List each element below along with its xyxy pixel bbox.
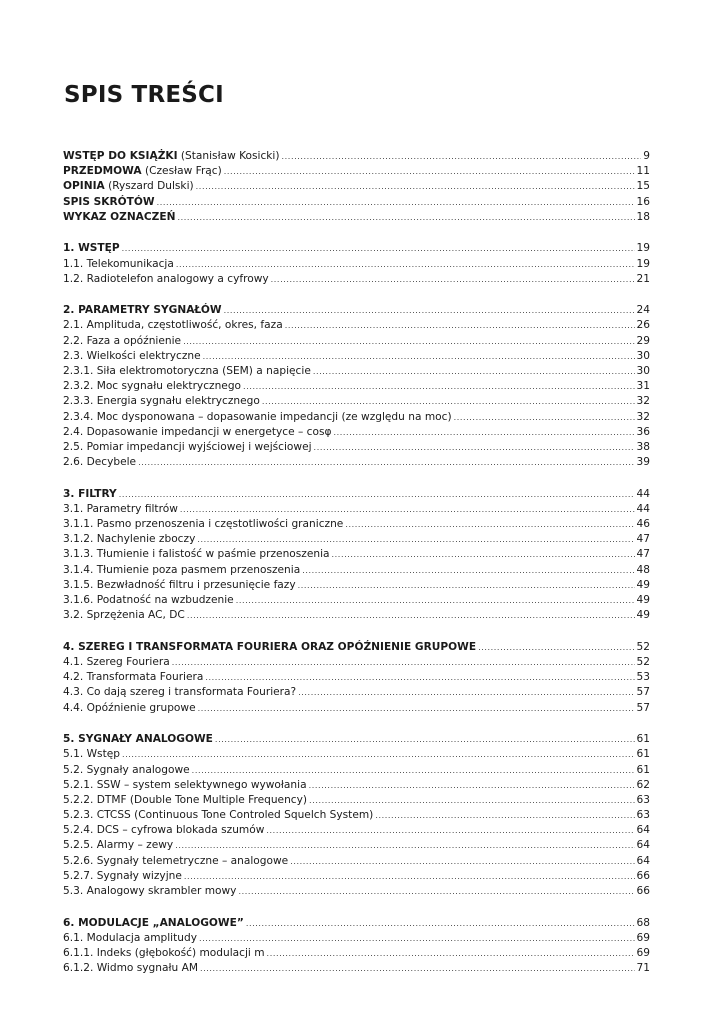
toc-page-number: 49 <box>636 594 650 607</box>
toc-entry <box>63 410 650 425</box>
toc-entry <box>63 563 650 578</box>
toc-entry-title <box>63 334 181 349</box>
toc-entry-title <box>63 793 307 808</box>
toc-entry <box>63 318 650 333</box>
toc-entry <box>63 532 650 547</box>
toc-section <box>63 916 650 977</box>
toc-entry-title <box>63 195 155 210</box>
dot-leader <box>122 241 635 256</box>
toc-section <box>63 487 650 624</box>
toc-entry-title <box>63 241 120 256</box>
toc-entry-text: 3.1.1. Pasmo przenoszenia i częstotliwości graniczne <box>63 518 344 531</box>
toc-entry-text: 4.2. Transformata Fouriera <box>63 671 204 684</box>
dot-leader <box>298 578 635 593</box>
toc-page-number: 46 <box>636 518 650 531</box>
dot-leader <box>119 487 635 502</box>
toc-entry-title <box>63 379 241 394</box>
dot-leader <box>205 670 634 685</box>
toc-entry-title <box>63 670 203 685</box>
toc-entry-title <box>63 349 201 364</box>
toc-entry-title <box>63 149 280 164</box>
toc-entry-title <box>63 808 373 823</box>
toc-entry <box>63 272 650 287</box>
toc-entry <box>63 394 650 409</box>
toc-entry <box>63 440 650 455</box>
toc-entry-title <box>63 655 170 670</box>
toc-entry <box>63 164 650 179</box>
toc-entry <box>63 608 650 623</box>
toc-entry-text: 5.2.2. DTMF (Double Tone Multiple Frequency) <box>63 793 308 806</box>
toc-entry-heading: 6. MODULACJE „ANALOGOWE” <box>63 916 244 929</box>
dot-leader <box>236 593 635 608</box>
toc-page-number: 52 <box>636 656 650 668</box>
dot-leader <box>157 195 635 210</box>
toc-entry-title <box>63 517 343 532</box>
dot-leader <box>454 410 635 425</box>
dot-leader <box>180 502 635 517</box>
toc-entry-heading: PRZEDMOWA <box>63 165 142 178</box>
toc-page-number: 21 <box>636 272 650 285</box>
toc-page-number: 30 <box>636 349 650 362</box>
toc-page-number: 24 <box>636 304 650 317</box>
toc-entry-heading: 2. PARAMETRY SYGNAŁÓW <box>63 304 222 317</box>
toc-entry <box>63 640 650 655</box>
toc-entry-title <box>63 916 244 931</box>
toc-entry <box>63 364 650 379</box>
toc-entry-title <box>63 487 117 502</box>
dot-leader <box>200 961 635 976</box>
dot-leader <box>175 838 634 853</box>
toc-entry-text: 2.3.1. Siła elektromotoryczna (SEM) a napięcie <box>63 365 311 378</box>
dot-leader <box>262 394 635 409</box>
dot-leader <box>197 532 634 547</box>
toc-entry-title <box>63 685 296 700</box>
dot-leader <box>271 272 635 287</box>
toc-entry-title <box>63 440 312 455</box>
dot-leader <box>238 884 634 899</box>
toc-page-number: 49 <box>636 609 650 622</box>
toc-entry <box>63 884 650 899</box>
toc-entry-title <box>63 778 307 793</box>
toc-entry-title <box>63 394 260 409</box>
toc-entry-text: 5.2.5. Alarmy – zewy <box>63 839 174 852</box>
toc-section <box>63 640 650 716</box>
toc-entry-title <box>63 364 311 379</box>
dot-leader <box>172 655 635 670</box>
dot-leader <box>224 303 635 318</box>
dot-leader <box>345 517 634 532</box>
toc-entry-text: 2.3.2. Moc sygnału elektrycznego <box>63 380 242 393</box>
dot-leader <box>187 608 635 623</box>
toc-entry-text: 3.1.2. Nachylenie zboczy <box>63 533 196 546</box>
toc-entry-title <box>63 732 213 747</box>
toc-entry-text: (Czesław Frąc) <box>141 165 222 178</box>
dot-leader <box>203 349 635 364</box>
dot-leader <box>199 931 635 946</box>
dot-leader <box>246 916 635 931</box>
toc-entry-text: 3.1. Parametry filtrów <box>63 502 178 515</box>
toc-entry <box>63 778 650 793</box>
toc-entry-title <box>63 563 300 578</box>
dot-leader <box>224 164 635 179</box>
toc-entry <box>63 655 650 670</box>
toc-page-number: 63 <box>636 793 650 806</box>
toc-page-number: 66 <box>636 869 650 882</box>
toc-entry-text: 2.4. Dopasowanie impedancji w energetyce – cosφ <box>63 425 332 438</box>
toc-entry <box>63 808 650 823</box>
toc-entry-text: 6.1. Modulacja amplitudy <box>63 931 197 944</box>
toc-entry-title <box>63 701 196 716</box>
toc-entry-text: 2.2. Faza a opóźnienie <box>63 334 182 347</box>
toc-entry-title <box>63 931 197 946</box>
dot-leader <box>309 778 635 793</box>
toc-entry <box>63 502 650 517</box>
toc-entry-title <box>63 823 264 838</box>
toc-entry <box>63 823 650 838</box>
toc-page-number: 19 <box>636 257 650 270</box>
dot-leader <box>285 318 635 333</box>
dot-leader <box>192 763 635 778</box>
dot-leader <box>196 179 635 194</box>
toc-page-number: 57 <box>636 701 650 714</box>
toc-entry-text: 5.2. Sygnały analogowe <box>63 763 190 776</box>
toc-entry-text: 6.1.1. Indeks (głębokość) modulacji m <box>63 946 265 959</box>
toc-entry-title <box>63 608 185 623</box>
dot-leader <box>138 455 634 470</box>
toc-entry-title <box>63 578 296 593</box>
dot-leader <box>313 364 635 379</box>
dot-leader <box>375 808 634 823</box>
toc-entry-heading: OPINIA <box>63 180 105 193</box>
toc-entry <box>63 517 650 532</box>
dot-leader <box>122 747 635 762</box>
toc-section <box>63 241 650 287</box>
toc-entry <box>63 854 650 869</box>
toc-entry-heading: SPIS SKRÓTÓW <box>63 195 155 208</box>
toc-entry-title <box>63 502 178 517</box>
toc-entry-text: 2.3.4. Moc dysponowana – dopasowanie impedancji (ze względu na moc) <box>63 410 452 423</box>
toc-page-number: 32 <box>636 410 650 423</box>
toc-entry-title <box>63 884 236 899</box>
toc-entry-title <box>63 854 288 869</box>
toc-page-number: 64 <box>636 824 650 837</box>
toc-entry <box>63 701 650 716</box>
toc-entry-title <box>63 425 331 440</box>
toc-entry <box>63 593 650 608</box>
toc-page-number: 66 <box>636 885 650 898</box>
dot-leader <box>478 640 634 655</box>
toc-entry-text: (Stanisław Kosicki) <box>177 150 280 162</box>
dot-leader <box>302 563 634 578</box>
dot-leader <box>266 823 634 838</box>
toc-entry <box>63 670 650 685</box>
toc-page-number: 48 <box>636 563 650 576</box>
toc-page-number: 18 <box>636 210 650 223</box>
toc-entry-text: 5.2.1. SSW – system selektywnego wywołania <box>63 778 307 791</box>
toc-entry-text: 5.3. Analogowy skrambler mowy <box>63 885 237 898</box>
toc-entry-text: 2.5. Pomiar impedancji wyjściowej i wejściowej <box>63 440 312 453</box>
toc-page-number: 71 <box>636 962 650 975</box>
toc-entry <box>63 425 650 440</box>
dot-leader <box>298 685 634 700</box>
dot-leader <box>215 732 635 747</box>
toc-page-number: 30 <box>636 365 650 378</box>
dot-leader <box>176 257 635 272</box>
dot-leader <box>290 854 634 869</box>
toc-entry-heading: 4. SZEREG I TRANSFORMATA FOURIERA ORAZ OPÓŹNIENIE GRUPOWE <box>63 640 477 653</box>
toc-entry <box>63 931 650 946</box>
dot-leader <box>183 334 634 349</box>
toc-entry-heading: 3. FILTRY <box>63 487 117 500</box>
dot-leader <box>282 149 642 164</box>
toc-entry-text: 4.3. Co dają szereg i transformata Fouriera? <box>63 686 297 699</box>
toc-entry <box>63 257 650 272</box>
toc-page-number: 15 <box>636 180 650 193</box>
toc-page-number: 44 <box>636 487 650 500</box>
toc-entry <box>63 455 650 470</box>
toc-entry-heading: 1. WSTĘP <box>63 242 120 255</box>
toc-entry-text: 2.3.3. Energia sygnału elektrycznego <box>63 395 260 408</box>
dot-leader <box>177 210 634 225</box>
page-title: SPIS TREŚCI <box>64 82 224 108</box>
table-of-contents <box>63 149 650 993</box>
toc-page-number: 19 <box>636 242 650 255</box>
toc-section <box>63 303 650 470</box>
toc-page-number: 61 <box>636 763 650 776</box>
toc-page-number: 53 <box>636 671 650 684</box>
toc-page-number: 61 <box>636 748 650 761</box>
toc-entry <box>63 793 650 808</box>
toc-entry-text: 5.2.4. DCS – cyfrowa blokada szumów <box>63 824 265 837</box>
toc-entry <box>63 241 650 256</box>
toc-page-number: 44 <box>636 502 650 515</box>
toc-page-number: 49 <box>636 578 650 591</box>
toc-page-number: 39 <box>636 456 650 469</box>
toc-entry-title <box>63 303 222 318</box>
dot-leader <box>309 793 634 808</box>
toc-entry-text: 2.1. Amplituda, częstotliwość, okres, faza <box>63 319 283 332</box>
toc-entry-title <box>63 946 265 961</box>
toc-entry-text: 5.2.7. Sygnały wizyjne <box>63 869 182 882</box>
toc-entry-title <box>63 164 222 179</box>
toc-page-number: 62 <box>636 778 650 791</box>
toc-entry <box>63 349 650 364</box>
toc-entry <box>63 916 650 931</box>
toc-page-number: 47 <box>636 548 650 561</box>
toc-entry <box>63 747 650 762</box>
toc-entry-title <box>63 410 452 425</box>
toc-page-number: 64 <box>636 854 650 867</box>
toc-entry-text: 1.2. Radiotelefon analogowy a cyfrowy <box>63 272 269 285</box>
toc-page-number: 61 <box>636 733 650 746</box>
toc-page-number: 31 <box>636 380 650 393</box>
toc-entry <box>63 179 650 194</box>
toc-page-number: 11 <box>636 165 650 178</box>
toc-entry-title <box>63 532 195 547</box>
toc-entry <box>63 838 650 853</box>
toc-entry-title <box>63 961 198 976</box>
toc-entry-title <box>63 272 269 287</box>
toc-entry-title <box>63 593 234 608</box>
toc-page-number: 68 <box>636 916 650 929</box>
dot-leader <box>333 425 634 440</box>
toc-entry-title <box>63 640 476 655</box>
toc-entry-title <box>63 455 136 470</box>
toc-page-number: 57 <box>636 686 650 699</box>
dot-leader <box>243 379 634 394</box>
toc-entry <box>63 334 650 349</box>
toc-entry <box>63 961 650 976</box>
toc-entry <box>63 946 650 961</box>
toc-entry-text: 5.2.3. CTCSS (Continuous Tone Controled Squelch System) <box>63 809 374 822</box>
toc-page-number: 69 <box>636 946 650 959</box>
toc-entry-heading: WYKAZ OZNACZEŃ <box>63 210 176 223</box>
toc-page-number: 9 <box>643 150 650 162</box>
toc-entry-text: (Ryszard Dulski) <box>104 180 194 193</box>
toc-page-number: 36 <box>636 425 650 438</box>
toc-entry-title <box>63 547 330 562</box>
toc-page-number: 47 <box>636 533 650 546</box>
toc-entry-heading: WSTĘP DO KSIĄŻKI <box>63 150 178 162</box>
toc-entry-text: 3.1.4. Tłumienie poza pasmem przenoszenia <box>63 563 301 576</box>
toc-entry <box>63 487 650 502</box>
toc-entry <box>63 210 650 225</box>
toc-entry <box>63 303 650 318</box>
toc-entry <box>63 578 650 593</box>
dot-leader <box>332 547 635 562</box>
toc-entry <box>63 149 650 164</box>
toc-entry-text: 2.3. Wielkości elektryczne <box>63 349 201 362</box>
toc-entry-text: 3.1.6. Podatność na wzbudzenie <box>63 594 234 607</box>
toc-page-number: 63 <box>636 809 650 822</box>
toc-entry-text: 3.2. Sprzężenia AC, DC <box>63 609 185 622</box>
dot-leader <box>267 946 635 961</box>
toc-entry-title <box>63 869 182 884</box>
toc-entry-title <box>63 747 120 762</box>
toc-page-number: 64 <box>636 839 650 852</box>
toc-page-number: 38 <box>636 440 650 453</box>
toc-entry-title <box>63 838 173 853</box>
toc-page-number: 16 <box>636 195 650 208</box>
toc-page-number: 32 <box>636 395 650 408</box>
toc-entry <box>63 732 650 747</box>
toc-entry-text: 1.1. Telekomunikacja <box>63 257 174 270</box>
toc-page-number: 52 <box>636 640 650 653</box>
toc-entry-title <box>63 210 175 225</box>
toc-section <box>63 149 650 225</box>
toc-entry-heading: 5. SYGNAŁY ANALOGOWE <box>63 733 213 746</box>
toc-entry <box>63 195 650 210</box>
toc-entry <box>63 547 650 562</box>
toc-entry-text: 4.1. Szereg Fouriera <box>63 656 170 668</box>
dot-leader <box>314 440 635 455</box>
toc-entry <box>63 685 650 700</box>
toc-entry-text: 2.6. Decybele <box>63 456 137 469</box>
toc-page-number: 26 <box>636 319 650 332</box>
dot-leader <box>198 701 635 716</box>
toc-entry-text: 5.1. Wstęp <box>63 748 120 761</box>
toc-entry <box>63 869 650 884</box>
toc-entry-title <box>63 179 194 194</box>
toc-entry-text: 6.1.2. Widmo sygnału AM <box>63 962 198 975</box>
dot-leader <box>184 869 635 884</box>
toc-entry <box>63 763 650 778</box>
toc-page-number: 69 <box>636 931 650 944</box>
toc-entry <box>63 379 650 394</box>
toc-entry-title <box>63 318 283 333</box>
toc-entry-title <box>63 763 190 778</box>
toc-entry-text: 4.4. Opóźnienie grupowe <box>63 701 196 714</box>
toc-entry-title <box>63 257 174 272</box>
toc-entry-text: 3.1.3. Tłumienie i falistość w paśmie przenoszenia <box>63 548 330 561</box>
toc-page-number: 29 <box>636 334 650 347</box>
toc-entry-text: 5.2.6. Sygnały telemetryczne – analogowe <box>63 854 289 867</box>
toc-section <box>63 732 650 899</box>
toc-entry-text: 3.1.5. Bezwładność filtru i przesunięcie fazy <box>63 578 296 591</box>
